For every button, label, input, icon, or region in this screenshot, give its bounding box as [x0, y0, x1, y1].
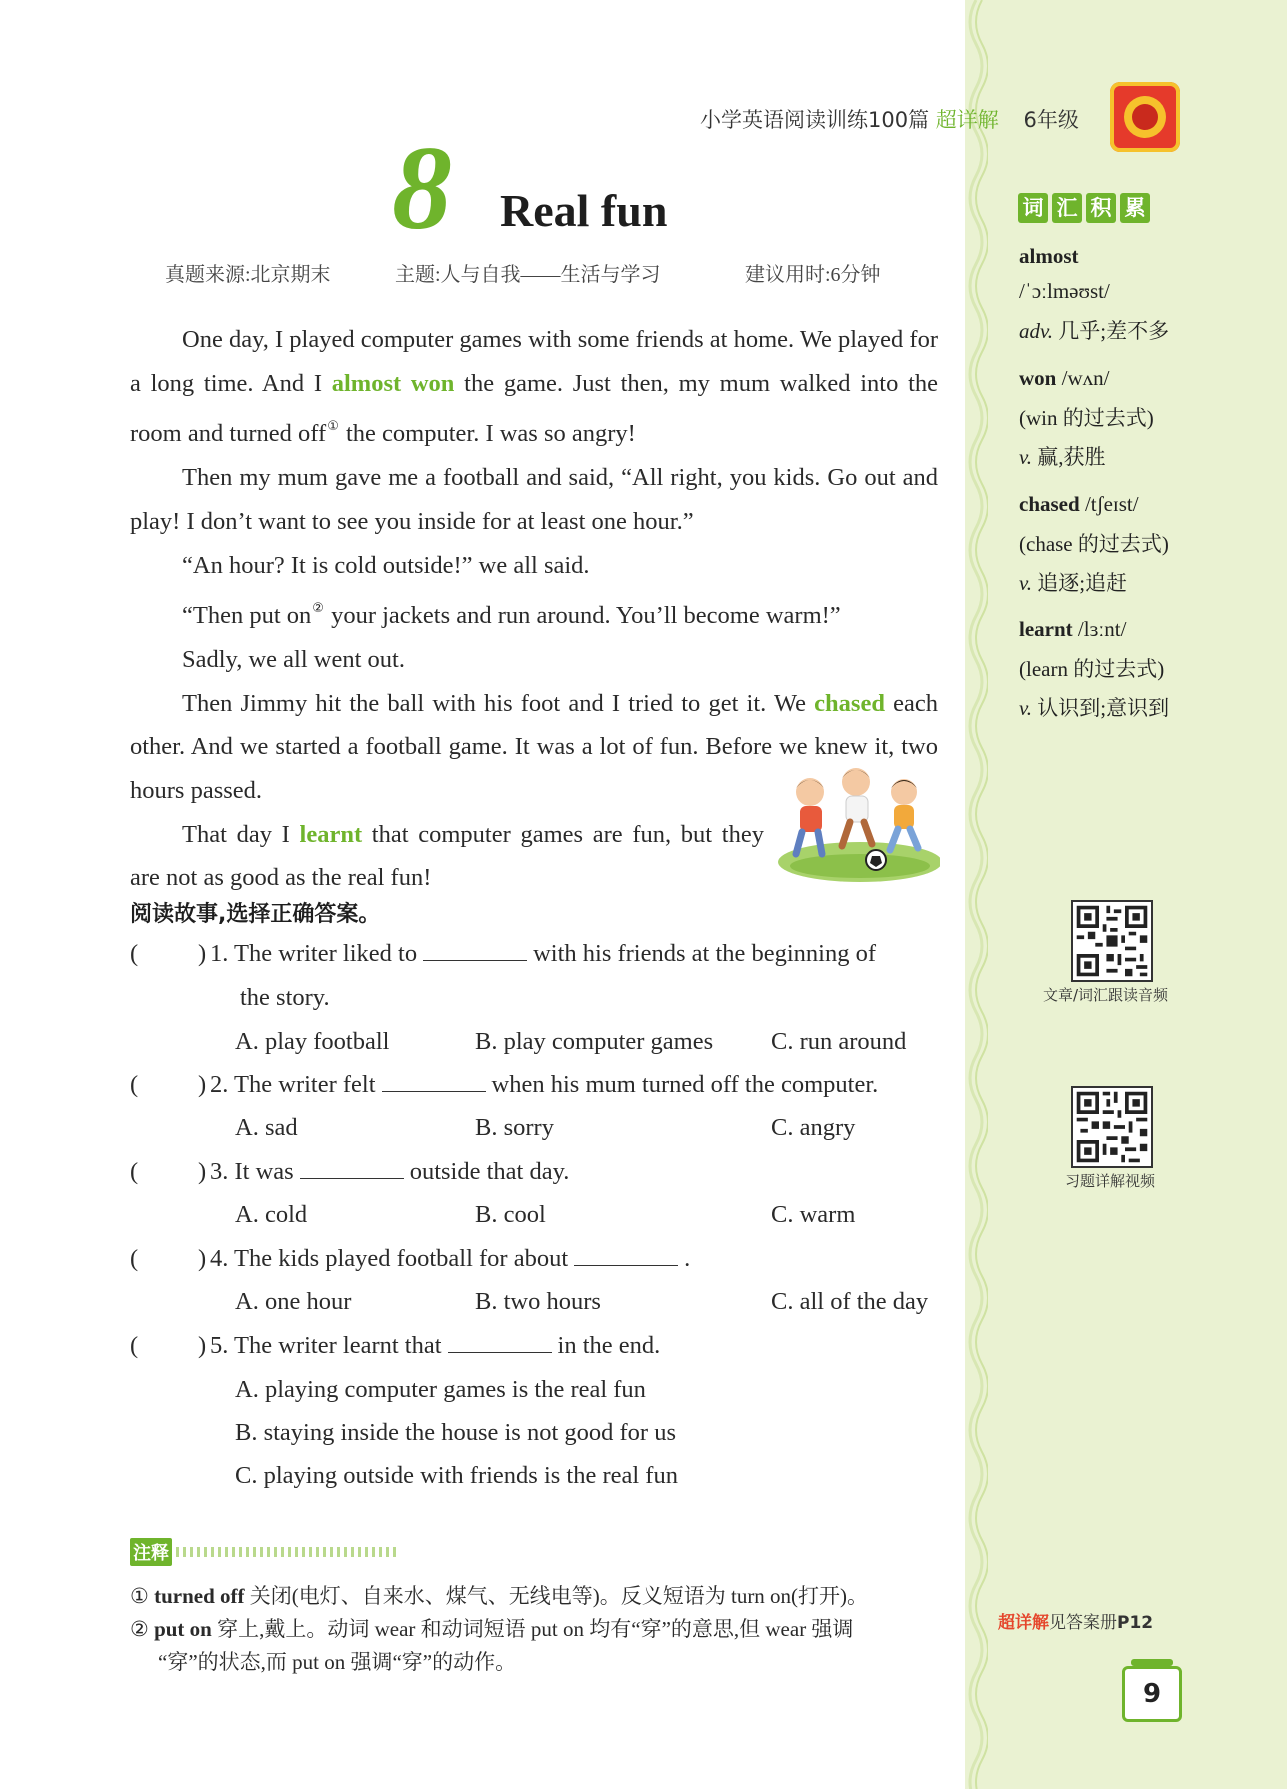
answer-paren-close: ) — [198, 1245, 207, 1272]
answer-paren-close: ) — [198, 940, 207, 967]
question-3: 3. It was outside that day. — [210, 1158, 570, 1185]
story-paragraph: Then Jimmy hit the ball with his foot and I tried to get it. We chased each other. And we started a football game. It was a lot of fun. Before we knew it, two hours passed. — [130, 689, 938, 805]
option-1a: A. play football — [235, 1028, 390, 1055]
note-1: ① turned off 关闭(电灯、自来水、煤气、无线电等)。反义短语为 turn on(打开)。 — [130, 1584, 869, 1608]
notes-dotted-rule — [176, 1547, 400, 1557]
book-header — [700, 104, 1079, 134]
vocab-phonetic: /ˈɔːlməʊst/ — [1019, 279, 1110, 303]
answer-blank — [574, 1247, 678, 1266]
video-qr-label: 习题详解视频 — [1065, 1172, 1156, 1190]
question-2: 2. The writer felt when his mum turned off the computer. — [210, 1071, 879, 1098]
story-paragraph: Sadly, we all went out. — [182, 645, 405, 673]
option-1b: B. play computer games — [475, 1028, 714, 1055]
story-paragraph: Then my mum gave me a football and said, “All right, you kids. Go out and play! I don’t want to see you inside for at least one hour.” — [130, 464, 938, 535]
option-2a: A. sad — [235, 1114, 298, 1141]
question-5: 5. The writer learnt that in the end. — [210, 1332, 661, 1359]
theme-label: 主题:人与自我——生活与学习 — [395, 264, 661, 286]
answer-paren-close: ) — [198, 1158, 207, 1185]
note-marker: ① — [327, 419, 339, 435]
answer-blank — [300, 1160, 404, 1179]
answer-blank — [423, 942, 527, 961]
video-qr-code[interactable] — [1071, 1086, 1153, 1168]
notes-label: 注释 — [130, 1538, 172, 1566]
answer-blank — [382, 1073, 486, 1092]
answer-reference: 超详解见答案册P12 — [998, 1613, 1154, 1633]
publisher-logo — [1110, 82, 1180, 152]
lesson-number: 8 — [392, 121, 452, 254]
vocab-word-almost: almost — [1019, 244, 1079, 268]
vocab-heading: 词 汇 积 累 — [1018, 193, 1150, 223]
answer-blank — [448, 1334, 552, 1353]
vocab-form: (chase 的过去式) — [1019, 532, 1169, 556]
vocab-word-chased: chased /tʃeɪst/ — [1019, 492, 1139, 516]
audio-qr-code[interactable] — [1071, 900, 1153, 982]
vocab-definition: adv. 几乎;差不多 — [1019, 319, 1170, 343]
questions-heading: 阅读故事,选择正确答案。 — [130, 902, 381, 927]
time-label: 建议用时:6分钟 — [745, 264, 881, 286]
header-highlight: 超详解 — [935, 108, 999, 132]
wavy-border — [958, 0, 988, 1789]
keyword-chased: chased — [814, 689, 885, 717]
vocab-form: (win 的过去式) — [1019, 406, 1154, 430]
note-2-cont: “穿”的状态,而 put on 强调“穿”的动作。 — [158, 1650, 517, 1674]
option-1c: C. run around — [771, 1028, 907, 1055]
option-4b: B. two hours — [475, 1288, 601, 1315]
question-4: 4. The kids played football for about . — [210, 1245, 691, 1272]
story-paragraph: One day, I played computer games with some friends at home. We played for a long time. And I almost won the game. Just then, my mum walked into the room and turned off① the computer. I was so angry! — [130, 326, 938, 448]
story-paragraph: “Then put on② your jackets and run around. You’ll become warm!” — [182, 601, 841, 630]
question-1: 1. The writer liked to with his friends at the beginning of — [210, 940, 877, 967]
keyword-almost-won: almost won — [331, 369, 455, 397]
book-title: 小学英语阅读训练100篇 — [700, 108, 930, 132]
option-5a: A. playing computer games is the real fun — [235, 1376, 646, 1403]
lesson-title: Real fun — [500, 185, 668, 236]
grade-label: 6年级 — [1023, 108, 1079, 132]
option-3c: C. warm — [771, 1201, 856, 1228]
question-1-cont: the story. — [240, 984, 330, 1011]
option-5b: B. staying inside the house is not good for us — [235, 1419, 676, 1446]
page-number: 9 — [1122, 1666, 1182, 1722]
vocab-definition: v. 认识到;意识到 — [1019, 696, 1170, 720]
answer-paren-open: ( — [130, 1332, 139, 1359]
note-2: ② put on 穿上,戴上。动词 wear 和动词短语 put on 均有“穿”的意思,但 wear 强调 — [130, 1617, 854, 1641]
story-paragraph: That day I learnt that computer games are fun, but they are not as good as the real fun! — [130, 820, 764, 892]
option-2c: C. angry — [771, 1114, 856, 1141]
answer-paren-open: ( — [130, 1071, 139, 1098]
option-3a: A. cold — [235, 1201, 308, 1228]
vocab-form: (learn 的过去式) — [1019, 657, 1165, 681]
answer-paren-open: ( — [130, 940, 139, 967]
option-4c: C. all of the day — [771, 1288, 929, 1315]
vocab-word-won: won /wʌn/ — [1019, 366, 1110, 390]
source-label: 真题来源:北京期末 — [165, 264, 331, 286]
keyword-learnt: learnt — [299, 820, 363, 848]
notes-heading — [130, 1538, 400, 1566]
vocab-word-learnt: learnt /lɜːnt/ — [1019, 617, 1127, 641]
story-paragraph: “An hour? It is cold outside!” we all said. — [182, 551, 590, 579]
answer-paren-open: ( — [130, 1158, 139, 1185]
answer-paren-open: ( — [130, 1245, 139, 1272]
vocab-definition: v. 追逐;追赶 — [1019, 571, 1128, 595]
option-5c: C. playing outside with friends is the real fun — [235, 1462, 678, 1489]
answer-paren-close: ) — [198, 1071, 207, 1098]
kids-playing-football-illustration — [772, 762, 940, 886]
vocab-definition: v. 赢,获胜 — [1019, 445, 1106, 469]
audio-qr-label: 文章/词汇跟读音频 — [1043, 986, 1169, 1004]
sidebar-panel — [965, 0, 1287, 1789]
option-2b: B. sorry — [475, 1114, 554, 1141]
option-4a: A. one hour — [235, 1288, 352, 1315]
answer-paren-close: ) — [198, 1332, 207, 1359]
note-marker: ② — [312, 601, 324, 617]
option-3b: B. cool — [475, 1201, 546, 1228]
